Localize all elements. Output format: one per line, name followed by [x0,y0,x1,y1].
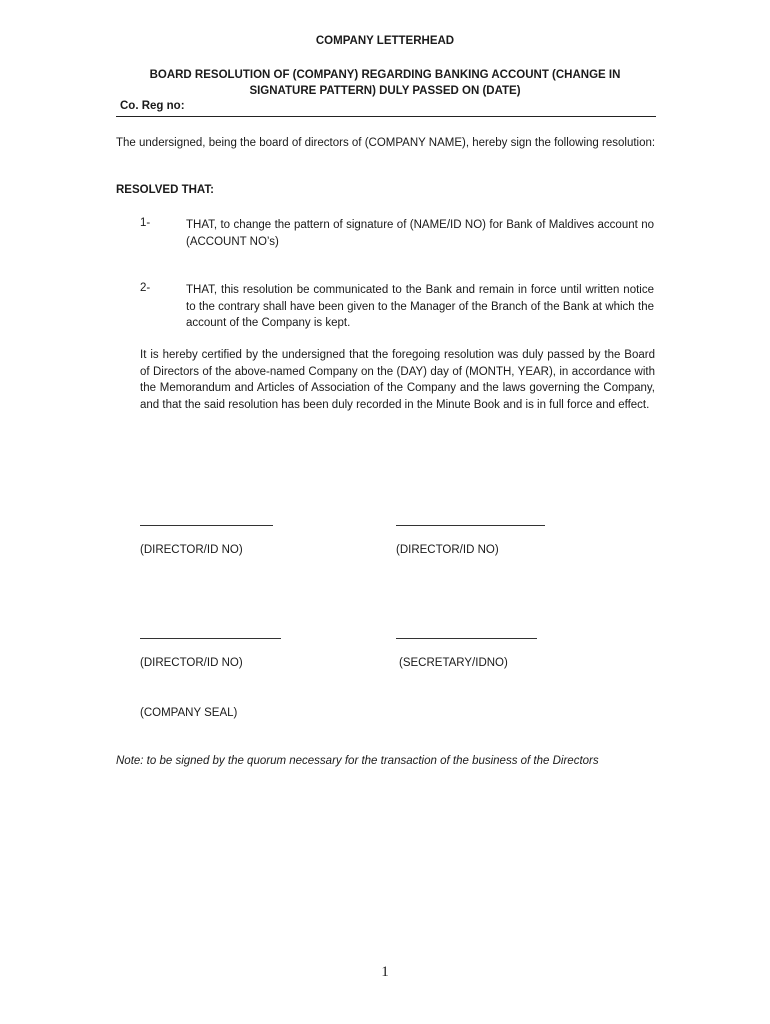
signature-line-director-1 [140,525,273,526]
resolution-title: BOARD RESOLUTION OF (COMPANY) REGARDING BANKING ACCOUNT (CHANGE IN SIGNATURE PATTERN) DULY PASSED ON (DATE) [149,69,621,97]
company-seal-label: (COMPANY SEAL) [140,707,238,719]
signature-line-director-3 [140,638,281,639]
director-3-label: (DIRECTOR/ID NO) [140,657,243,669]
header-divider [116,116,656,117]
director-1-label: (DIRECTOR/ID NO) [140,544,243,556]
intro-paragraph: The undersigned, being the board of directors of (COMPANY NAME), hereby sign the following resolution: [116,137,656,149]
page-number: 1 [381,964,389,980]
item-number: 2- [140,282,151,294]
signature-line-secretary [396,638,537,639]
letterhead-heading: COMPANY LETTERHEAD [315,35,455,47]
director-2-label: (DIRECTOR/ID NO) [396,544,499,556]
item-number: 1- [140,217,151,229]
reg-no-label: Co. Reg no: [120,100,185,112]
certification-paragraph: It is hereby certified by the undersigned that the foregoing resolution was duly passed by the Board of Directors of the above-named Company on the (DAY) day of (MONTH, YEAR), in accordance with the Memorandum and Articles of Association of the Company and the laws governing the Company, and that the said resolution has been duly recorded in the Minute Book and is in full force and effect. [140,349,655,411]
item-text: THAT, this resolution be communicated to the Bank and remain in force until written notice to the contrary shall have been given to the Manager of the Branch of the Bank at which the account of the Company is kept. [186,284,654,329]
signature-line-director-2 [396,525,545,526]
footnote: Note: to be signed by the quorum necessary for the transaction of the business of the Directors [116,755,599,767]
resolved-heading: RESOLVED THAT: [116,184,214,196]
item-text: THAT, to change the pattern of signature of (NAME/ID NO) for Bank of Maldives account no (ACCOUNT NO’s) [186,219,654,248]
secretary-label: (SECRETARY/IDNO) [399,657,508,669]
